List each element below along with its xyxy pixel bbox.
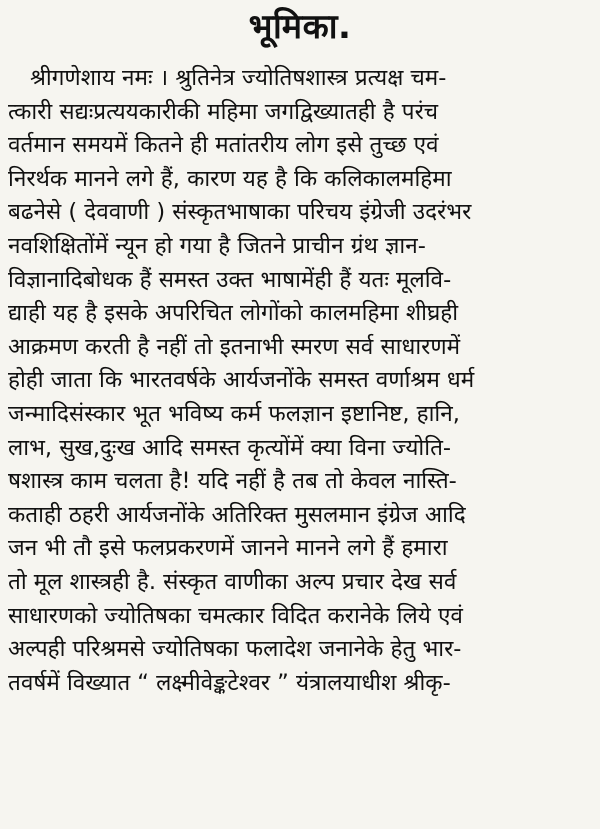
text-line: जन भी तौ इसे फलप्रकरणमें जानने मानने लगे हैं हमारा: [8, 535, 448, 562]
text-line: षशास्त्र काम चलता है! यदि नहीं है तब तो केवल नास्ति-: [8, 468, 457, 495]
text-line: त्कारी सद्यःप्रत्ययकारीकी महिमा जगद्विख्यातही है परंच: [8, 98, 439, 125]
preface-body: [8, 62, 592, 700]
text-line: निरर्थक मानने लगे हैं, कारण यह है कि कलिकालमहिमा: [8, 165, 452, 192]
text-line: वर्तमान समयमें कितने ही मतांतरीय लोग इसे तुच्छ एवं: [8, 132, 439, 159]
text-line: अल्पही परिश्रमसे ज्योतिषका फलादेश जनानेके हेतु भार-: [8, 636, 462, 663]
text-line: श्रीगणेशाय नमः । श्रुतिनेत्र ज्योतिषशास्त्र प्रत्यक्ष चम-: [30, 65, 447, 91]
text-line: जन्मादिसंस्कार भूत भविष्य कर्म फलज्ञान इष्टानिष्ट, हानि,: [8, 400, 460, 427]
text-line: बढनेसे ( देववाणी ) संस्कृतभाषाका परिचय इंग्रेजी उदरंभर: [8, 199, 472, 226]
text-line: नवशिक्षितोंमें न्यून हो गया है जितने प्राचीन ग्रंथ ज्ञान-: [8, 232, 426, 259]
text-line: होही जाता कि भारतवर्षके आर्यजनोंके समस्त वर्णाश्रम धर्म: [8, 367, 475, 394]
text-line: साधारणको ज्योतिषका चमत्कार विदित करानेके लिये एवं: [8, 602, 463, 629]
text-line: आक्रमण करती है नहीं तो इतनाभी स्मरण सर्व साधारणमें: [8, 333, 461, 360]
text-line: विज्ञानादिबोधक हैं समस्त उक्त भाषामेंही हैं यतः मूलवि-: [8, 266, 452, 293]
text-line: तवर्षमें विख्यात “ लक्ष्मीवेङ्कटेश्वर ” यंत्रालयाधीश श्रीकृ-: [8, 669, 451, 696]
text-line: द्याही यह है इसके अपरिचित लोगोंको कालमहिमा शीघ्रही: [8, 300, 459, 327]
page-title: भूमिका.: [248, 7, 352, 47]
text-line: तो मूल शास्त्रही है. संस्कृत वाणीका अल्प प्रचार देख सर्व: [8, 568, 457, 595]
text-line: लाभ, सुख,दुःख आदि समस्त कृत्योंमें क्या विना ज्योति-: [8, 434, 452, 461]
text-line: कताही ठहरी आर्यजनोंके अतिरिक्त मुसलमान इंग्रेज आदि: [8, 501, 466, 528]
